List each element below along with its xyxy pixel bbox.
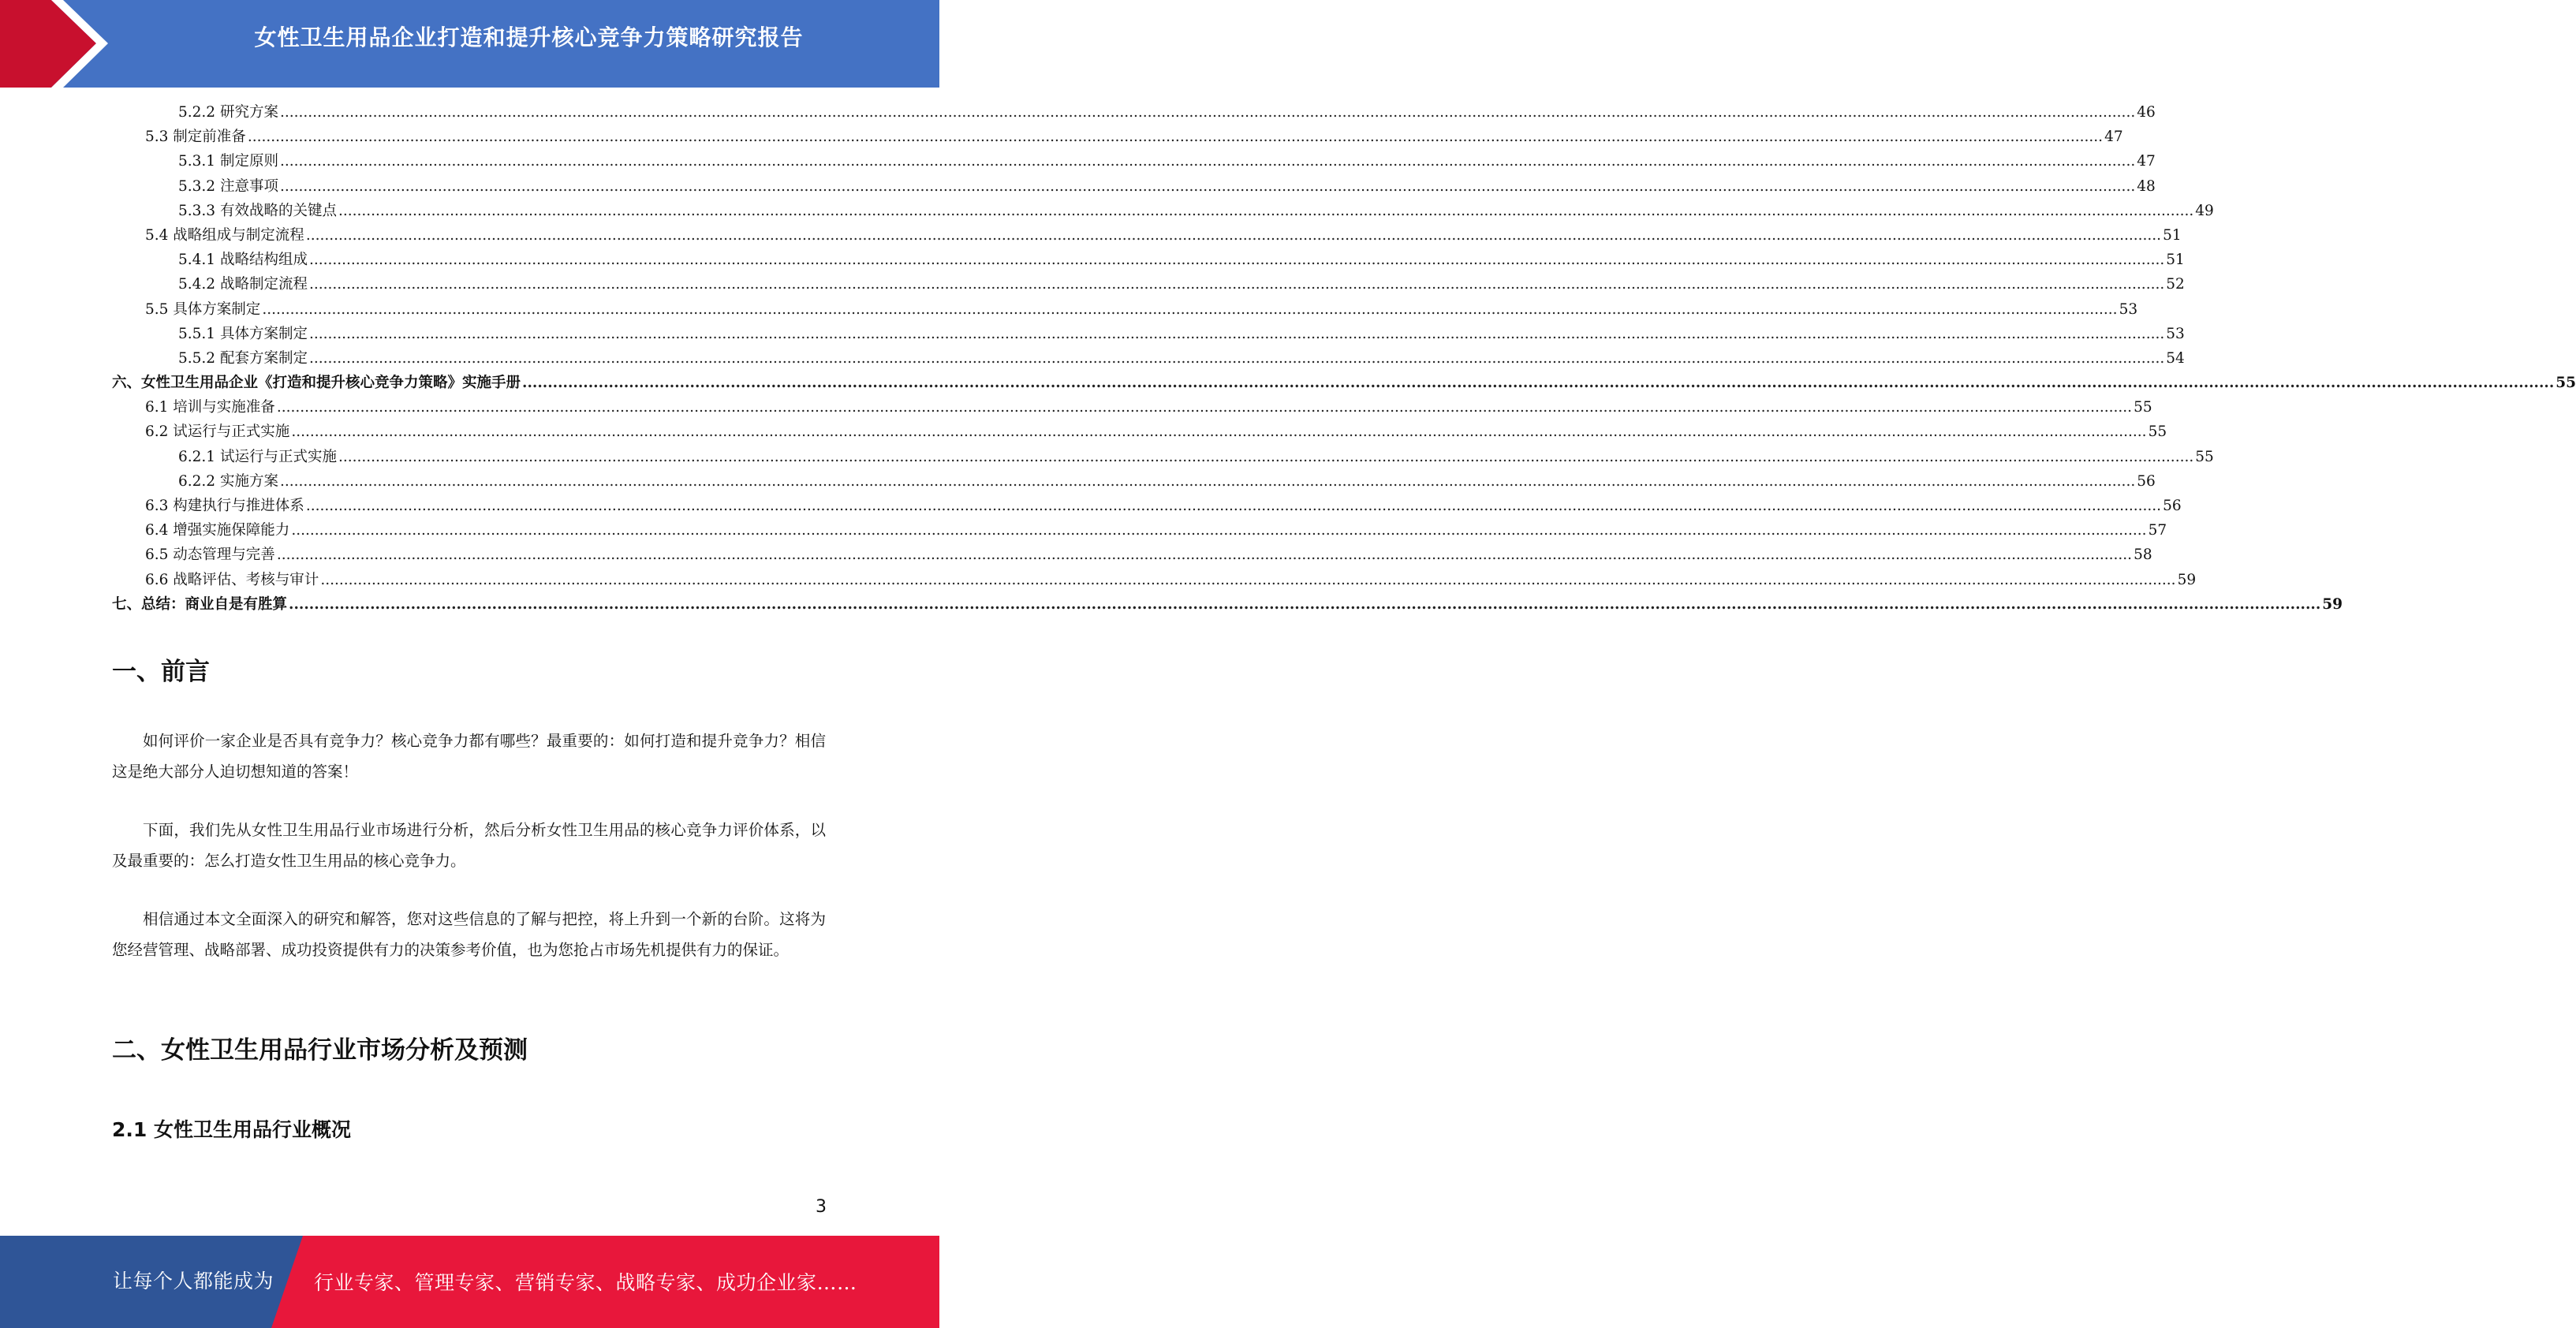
toc-entry[interactable] xyxy=(112,175,2156,200)
toc-entry-page: 47 xyxy=(2137,153,2156,170)
toc-leader-dots: ................................................................................................................................................................................................................................................................................................................................................................................................................ xyxy=(276,399,2133,416)
toc-leader-dots: ................................................................................................................................................................................................................................................................................................................................................................................................................ xyxy=(308,276,2165,293)
section-heading-preface: 一、前言 xyxy=(112,658,210,686)
toc-leader-dots: ................................................................................................................................................................................................................................................................................................................................................................................................................ xyxy=(291,423,2147,441)
toc-leader-dots: ................................................................................................................................................................................................................................................................................................................................................................................................................ xyxy=(289,595,2321,613)
toc-entry-page: 52 xyxy=(2166,276,2185,293)
toc-entry-page: 57 xyxy=(2148,522,2167,539)
toc-entry-page: 47 xyxy=(2104,129,2123,146)
toc-leader-dots: ................................................................................................................................................................................................................................................................................................................................................................................................................ xyxy=(308,349,2165,367)
toc-entry-label: 六、女性卫生用品企业《打造和提升核心竞争力策略》实施手册 xyxy=(112,375,521,392)
subsection-heading: 2.1 女性卫生用品行业概况 xyxy=(112,1118,351,1141)
toc-entry[interactable] xyxy=(112,101,2156,125)
toc-entry-label: 6.6 战略评估、考核与审计 xyxy=(145,571,319,588)
toc-entry-label: 5.3 制定前准备 xyxy=(145,129,246,146)
footer-band xyxy=(0,1236,939,1328)
toc-entry-label: 5.3.1 制定原则 xyxy=(178,153,278,170)
toc-leader-dots: ................................................................................................................................................................................................................................................................................................................................................................................................................ xyxy=(279,104,2136,121)
toc-leader-dots: ................................................................................................................................................................................................................................................................................................................................................................................................................ xyxy=(279,153,2136,170)
toc-entry[interactable] xyxy=(112,569,2197,593)
toc-entry[interactable] xyxy=(112,494,2182,519)
footer-slogan-left: 让每个人都能成为 xyxy=(113,1270,274,1293)
toc-leader-dots: ................................................................................................................................................................................................................................................................................................................................................................................................................ xyxy=(262,300,2118,318)
toc-entry-page: 46 xyxy=(2137,104,2156,121)
toc-entry-page: 51 xyxy=(2166,252,2185,269)
toc-leader-dots: ................................................................................................................................................................................................................................................................................................................................................................................................................ xyxy=(338,448,2194,465)
toc-entry[interactable] xyxy=(112,125,2123,150)
toc-entry-label: 5.4 战略组成与制定流程 xyxy=(145,226,304,244)
toc-entry-label: 5.5 具体方案制定 xyxy=(145,300,261,318)
toc-leader-dots: ................................................................................................................................................................................................................................................................................................................................................................................................................ xyxy=(305,226,2162,244)
toc-entry-page: 58 xyxy=(2134,546,2152,564)
toc-entry[interactable] xyxy=(112,519,2167,543)
toc-leader-dots: ................................................................................................................................................................................................................................................................................................................................................................................................................ xyxy=(279,177,2136,195)
toc-entry-page: 55 xyxy=(2134,399,2152,416)
toc-entry[interactable] xyxy=(112,593,2343,617)
toc-entry[interactable] xyxy=(112,446,2214,470)
table-of-contents xyxy=(112,101,2576,617)
toc-entry[interactable] xyxy=(112,420,2167,445)
toc-entry-label: 6.2 试运行与正式实施 xyxy=(145,423,290,441)
toc-entry[interactable] xyxy=(112,323,2185,347)
toc-entry-label: 七、总结：商业自是有胜算 xyxy=(112,595,288,613)
toc-entry[interactable] xyxy=(112,396,2152,420)
paragraph: 如何评价一家企业是否具有竞争力？核心竞争力都有哪些？最重要的：如何打造和提升竞争力？相信这是绝大部分人迫切想知道的答案！ xyxy=(112,732,826,781)
toc-leader-dots: ................................................................................................................................................................................................................................................................................................................................................................................................................ xyxy=(276,546,2133,564)
toc-entry[interactable] xyxy=(112,224,2182,248)
toc-leader-dots: ................................................................................................................................................................................................................................................................................................................................................................................................................ xyxy=(291,522,2147,539)
toc-entry-label: 6.2.2 实施方案 xyxy=(178,472,278,490)
toc-entry-label: 5.2.2 研究方案 xyxy=(178,104,278,121)
toc-entry-page: 53 xyxy=(2166,325,2185,342)
toc-entry-page: 59 xyxy=(2177,571,2197,588)
toc-leader-dots: ................................................................................................................................................................................................................................................................................................................................................................................................................ xyxy=(247,129,2104,146)
toc-leader-dots: ................................................................................................................................................................................................................................................................................................................................................................................................................ xyxy=(308,325,2165,342)
toc-entry-page: 55 xyxy=(2555,375,2576,392)
toc-entry[interactable] xyxy=(112,470,2156,494)
toc-entry[interactable] xyxy=(112,543,2152,568)
toc-entry[interactable] xyxy=(112,248,2185,273)
toc-entry[interactable] xyxy=(112,200,2214,224)
toc-entry[interactable] xyxy=(112,273,2185,297)
footer-slogan-right: 行业专家、管理专家、营销专家、战略专家、成功企业家…… xyxy=(314,1271,857,1294)
toc-entry[interactable] xyxy=(112,298,2138,323)
red-arrow-decoration xyxy=(0,0,118,88)
toc-entry-label: 5.4.2 战略制定流程 xyxy=(178,276,308,293)
toc-entry-page: 59 xyxy=(2322,595,2343,613)
toc-leader-dots: ................................................................................................................................................................................................................................................................................................................................................................................................................ xyxy=(338,202,2194,219)
page-number: 3 xyxy=(816,1197,827,1217)
report-title: 女性卫生用品企业打造和提升核心竞争力策略研究报告 xyxy=(254,24,804,50)
toc-entry-page: 48 xyxy=(2137,177,2156,195)
toc-entry-label: 5.4.1 战略结构组成 xyxy=(178,252,308,269)
toc-entry-page: 53 xyxy=(2119,300,2138,318)
toc-entry-page: 54 xyxy=(2166,349,2185,367)
toc-leader-dots: ................................................................................................................................................................................................................................................................................................................................................................................................................ xyxy=(320,571,2176,588)
toc-entry-page: 55 xyxy=(2148,423,2167,441)
paragraph: 相信通过本文全面深入的研究和解答，您对这些信息的了解与把控，将上升到一个新的台阶。这将为您经营管理、战略部署、成功投资提供有力的决策参考价值，也为您抢占市场先机提供有力的保证。 xyxy=(112,910,826,959)
toc-leader-dots: ................................................................................................................................................................................................................................................................................................................................................................................................................ xyxy=(305,498,2162,514)
toc-leader-dots: ................................................................................................................................................................................................................................................................................................................................................................................................................ xyxy=(522,375,2555,392)
toc-entry-label: 5.5.1 具体方案制定 xyxy=(178,325,308,342)
toc-entry-label: 6.5 动态管理与完善 xyxy=(145,546,275,564)
toc-entry-label: 6.2.1 试运行与正式实施 xyxy=(178,448,337,465)
toc-entry[interactable] xyxy=(112,150,2156,174)
toc-entry-page: 51 xyxy=(2163,226,2182,244)
toc-entry-page: 56 xyxy=(2137,472,2156,490)
toc-entry-label: 6.3 构建执行与推进体系 xyxy=(145,498,304,514)
toc-entry-label: 5.3.3 有效战略的关键点 xyxy=(178,202,337,219)
toc-entry-label: 5.5.2 配套方案制定 xyxy=(178,349,308,367)
paragraph: 下面，我们先从女性卫生用品行业市场进行分析，然后分析女性卫生用品的核心竞争力评价体系，以及最重要的：怎么打造女性卫生用品的核心竞争力。 xyxy=(112,821,826,870)
toc-leader-dots: ................................................................................................................................................................................................................................................................................................................................................................................................................ xyxy=(308,252,2165,269)
toc-entry-page: 49 xyxy=(2195,202,2214,219)
toc-entry-label: 6.4 增强实施保障能力 xyxy=(145,522,290,539)
toc-entry-label: 5.3.2 注意事项 xyxy=(178,177,278,195)
toc-entry-page: 56 xyxy=(2163,498,2182,514)
header-band xyxy=(0,0,939,88)
toc-leader-dots: ................................................................................................................................................................................................................................................................................................................................................................................................................ xyxy=(279,472,2136,490)
toc-entry-page: 55 xyxy=(2195,448,2214,465)
section-heading-market: 二、女性卫生用品行业市场分析及预测 xyxy=(112,1036,528,1065)
toc-entry[interactable] xyxy=(112,371,2576,396)
toc-entry[interactable] xyxy=(112,347,2185,371)
toc-entry-label: 6.1 培训与实施准备 xyxy=(145,399,275,416)
